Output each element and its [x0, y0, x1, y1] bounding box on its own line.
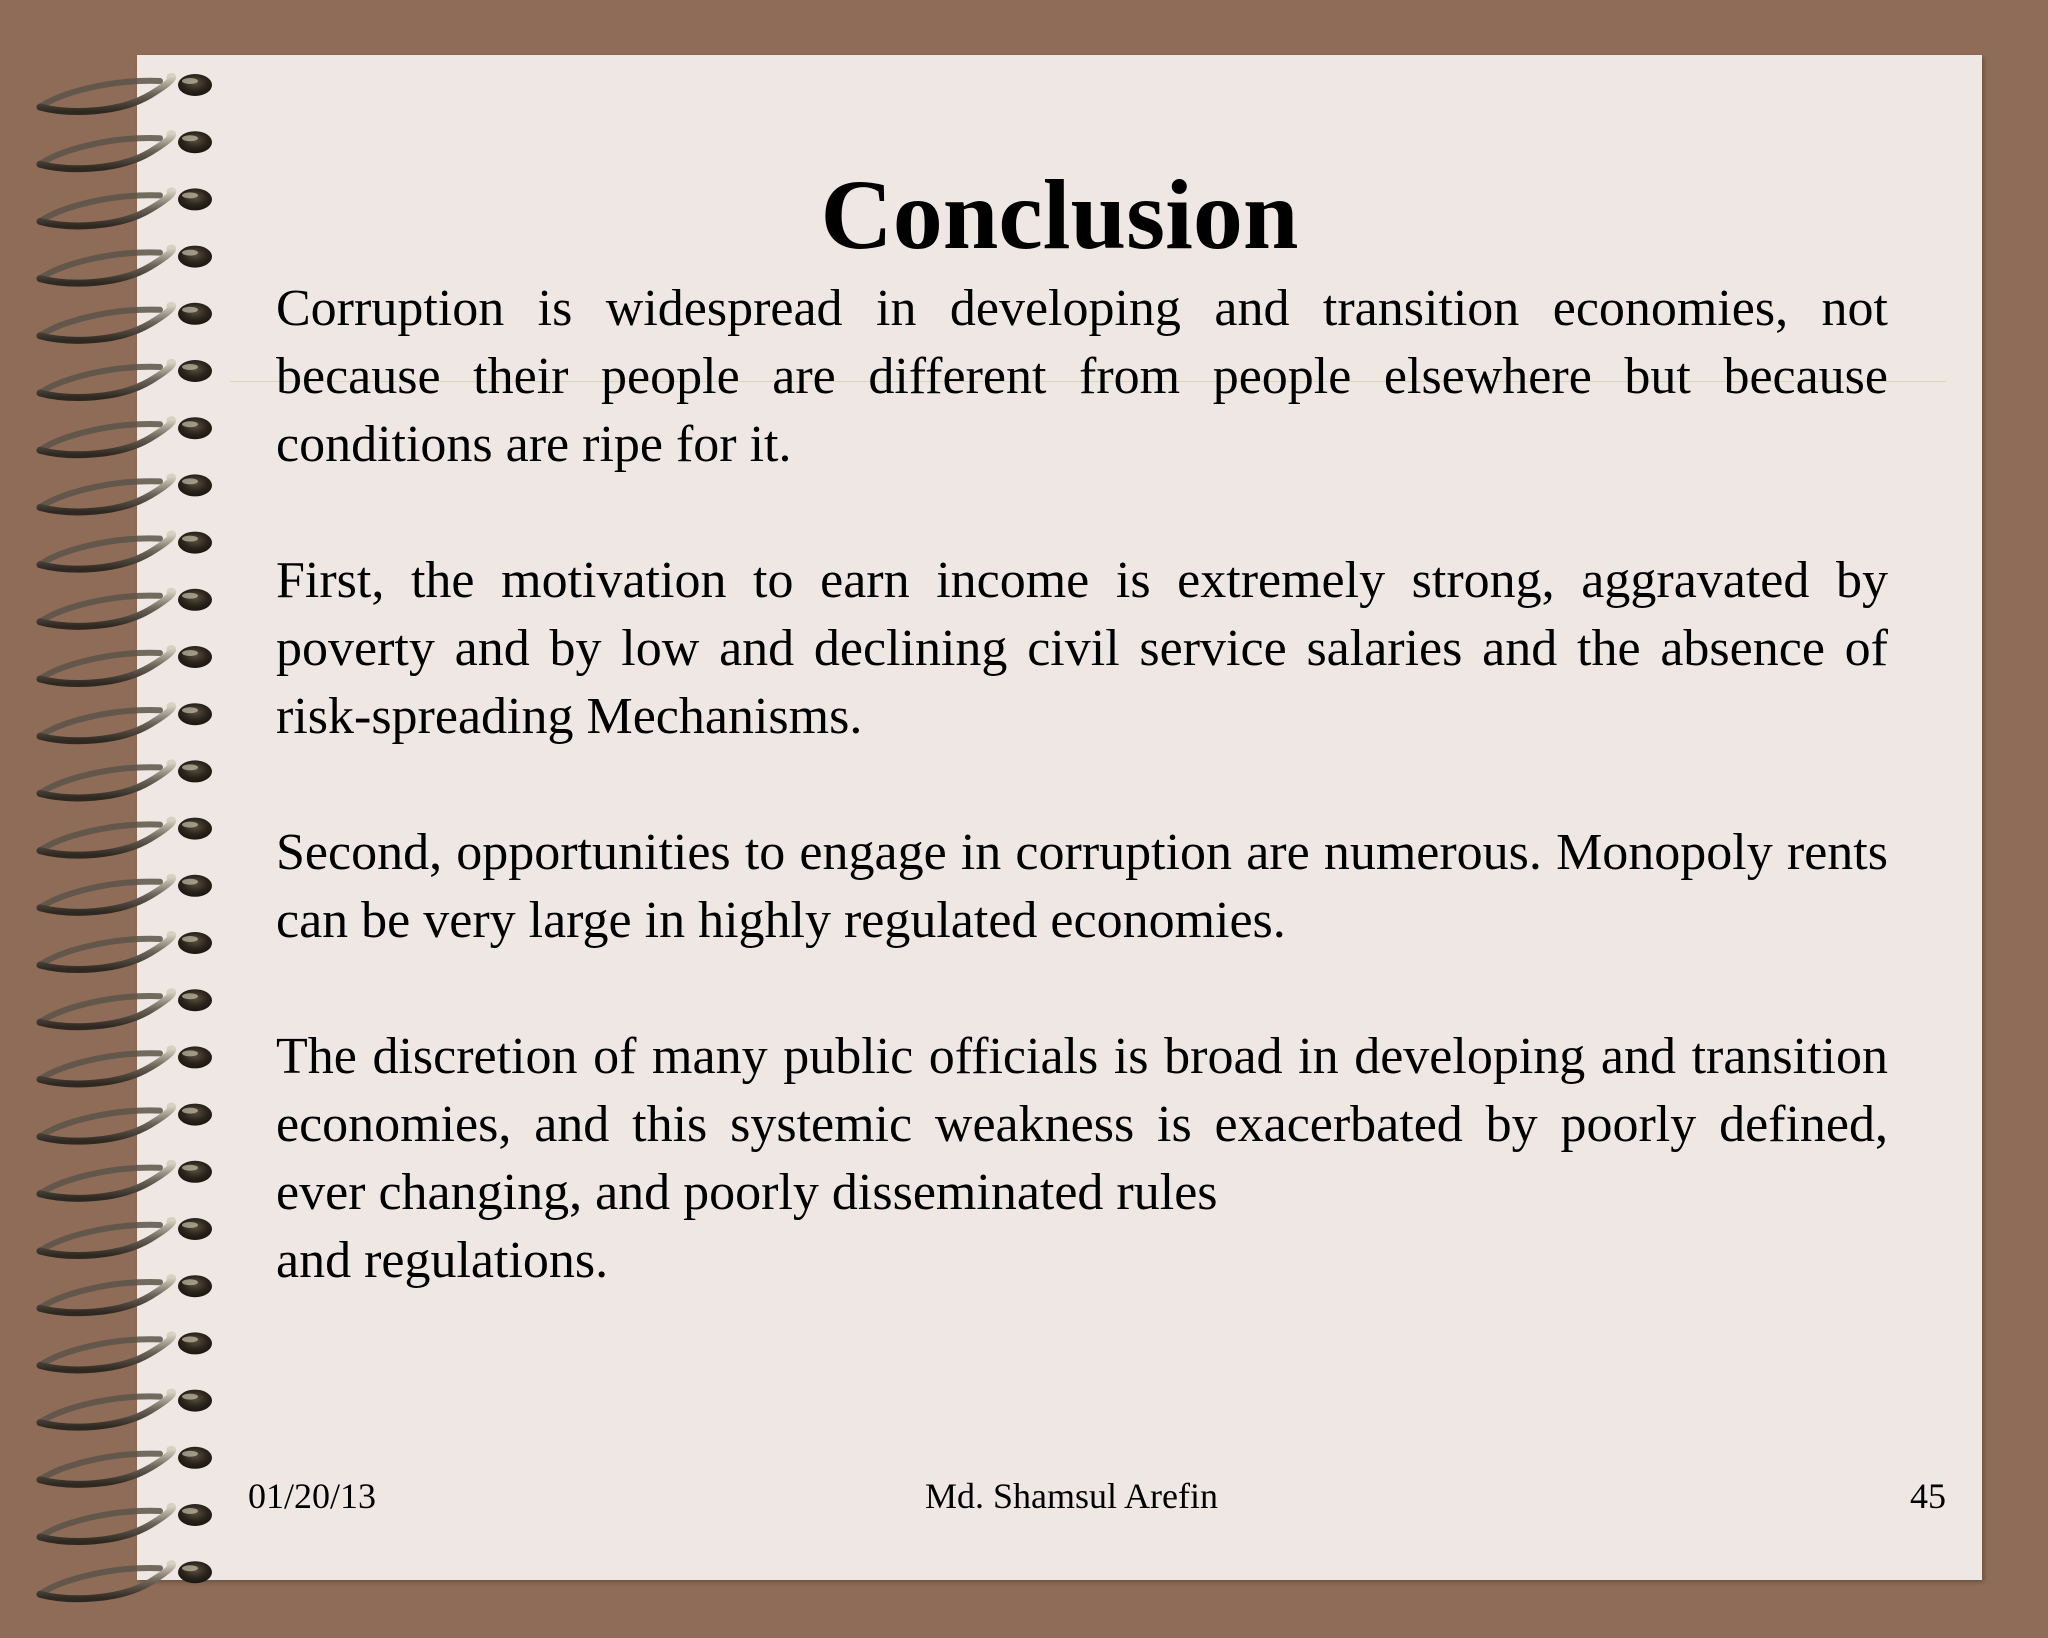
spiral-coil — [40, 703, 212, 740]
spiral-coil — [40, 1161, 212, 1198]
spiral-coil — [40, 303, 212, 340]
spiral-coil — [40, 417, 212, 454]
paragraph-4-end: and regulations. — [276, 1232, 609, 1289]
spiral-coil — [40, 1275, 212, 1312]
spiral-coil — [40, 1561, 212, 1598]
paragraph-2: First, the motivation to earn income is extremely strong, aggravated by poverty and by low and declining civil service salaries and the absence of risk-spreading Mechanisms. — [276, 552, 1888, 745]
spiral-coil — [40, 1332, 212, 1369]
paragraph-1: Corruption is widespread in developing and transition economies, not because their people are different from people elsewhere but because conditions are ripe for it. — [276, 280, 1888, 473]
spiral-coil — [40, 1104, 212, 1141]
footer-author: Md. Shamsul Arefin — [925, 1476, 1218, 1516]
footer-date: 01/20/13 — [248, 1476, 377, 1516]
spiral-coil — [40, 474, 212, 511]
spiral-coil — [40, 989, 212, 1026]
spiral-coil — [40, 760, 212, 797]
spiral-coil — [40, 875, 212, 912]
spiral-coil — [40, 360, 212, 397]
spiral-coil — [40, 1218, 212, 1255]
spiral-coil — [40, 646, 212, 683]
spiral-coil — [40, 1046, 212, 1083]
spiral-coil — [40, 74, 212, 111]
spiral-coil — [40, 1390, 212, 1427]
spiral-coil — [40, 818, 212, 855]
paragraph-3: Second, opportunities to engage in corruption are numerous. Monopoly rents can be very large in highly regulated economies. — [276, 824, 1888, 949]
footer-page-number: 45 — [1910, 1476, 1946, 1516]
paragraph-4: The discretion of many public officials is broad in developing and transition economies, and this systemic weakness is exacerbated by poorly defined, ever changing, and poorly disseminated rules — [276, 1028, 1888, 1221]
slide-title: Conclusion — [820, 159, 1299, 270]
spiral-coil — [40, 532, 212, 569]
slide-body — [276, 275, 1888, 1363]
spiral-coil — [40, 932, 212, 969]
spiral-coil — [40, 589, 212, 626]
